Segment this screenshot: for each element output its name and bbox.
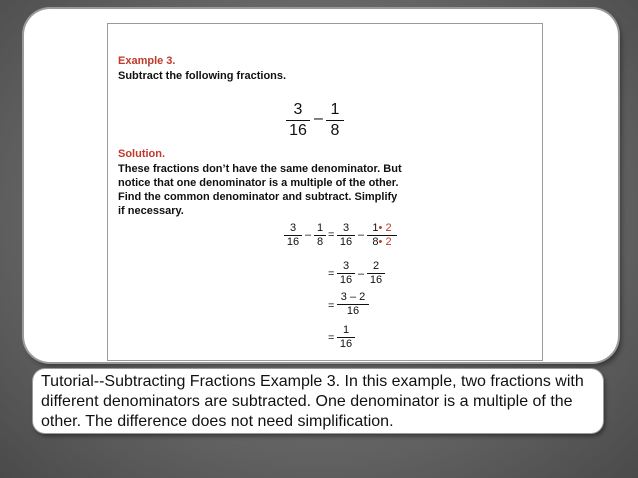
slide-card — [24, 9, 618, 362]
solution-text — [118, 162, 478, 218]
example-title: Example 3. — [118, 55, 176, 67]
problem-minus: – — [314, 110, 323, 127]
work-r1-fraction-b — [314, 222, 326, 249]
numerator: 1 — [316, 222, 324, 234]
numerator: 3 – 2 — [340, 291, 366, 303]
denominator — [367, 236, 397, 249]
work-r4-equals: = — [328, 332, 335, 344]
denominator: 8 — [316, 236, 324, 248]
work-r2-fraction-a — [337, 260, 355, 287]
denominator: 16 — [369, 274, 383, 286]
work-r1-minus: – — [305, 229, 312, 241]
caption-box — [33, 369, 603, 433]
problem-fraction-1 — [286, 100, 310, 141]
example-panel — [107, 23, 543, 361]
work-r1-equals: = — [328, 229, 335, 241]
work-r1-fraction-a — [284, 222, 302, 249]
numerator: 2 — [372, 260, 380, 272]
multiplier: • 2 — [378, 222, 392, 234]
work-r4-fraction — [337, 324, 355, 351]
denominator: 16 — [339, 236, 353, 248]
work-r2-minus: – — [358, 268, 365, 280]
work-r2-equals: = — [328, 268, 335, 280]
denominator: 16 — [339, 274, 353, 286]
numerator: 1 — [330, 101, 340, 118]
denominator: 8 — [330, 122, 340, 139]
multiplier: • 2 — [378, 236, 392, 248]
denominator: 16 — [346, 305, 360, 317]
work-r2-fraction-b — [367, 260, 385, 287]
denominator: 16 — [286, 236, 300, 248]
numerator: 1 — [342, 324, 350, 336]
solution-line: notice that one denominator is a multiple of the other. — [118, 177, 399, 189]
value: 8 — [372, 236, 379, 248]
solution-line: Find the common denominator and subtract. Simplify — [118, 191, 398, 203]
numerator: 3 — [289, 222, 297, 234]
value: 1 — [372, 222, 379, 234]
example-instruction: Subtract the following fractions. — [118, 70, 287, 82]
numerator: 3 — [342, 222, 350, 234]
work-r3-equals: = — [328, 300, 335, 312]
caption-text: Tutorial--Subtracting Fractions Example 3. In this example, two fractions with different denominators are subtracted. One denominator is a multiple of the other. The difference does not need simplification. — [41, 373, 584, 430]
numerator: 3 — [342, 260, 350, 272]
numerator: 3 — [293, 101, 303, 118]
work-r3-fraction — [337, 291, 369, 318]
solution-line: These fractions don’t have the same denominator. But — [118, 163, 402, 175]
work-r1-fraction-c — [337, 222, 355, 249]
work-r1-minus-2: – — [358, 229, 365, 241]
denominator: 16 — [339, 338, 353, 350]
numerator — [367, 222, 397, 235]
problem-fraction-2 — [326, 100, 344, 141]
work-r1-fraction-d — [367, 222, 397, 249]
solution-line: if necessary. — [118, 205, 184, 217]
solution-title: Solution. — [118, 148, 166, 160]
denominator: 16 — [289, 122, 307, 139]
